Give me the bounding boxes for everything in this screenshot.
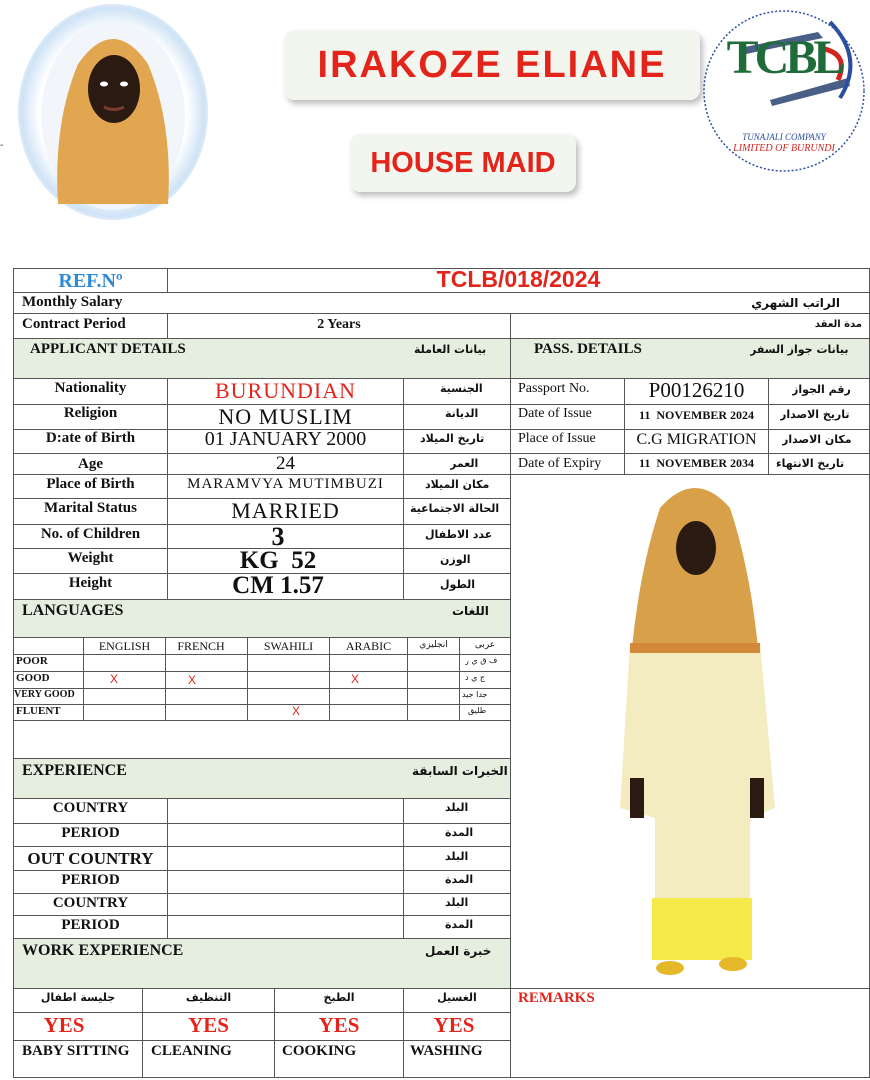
passport-number-ar: رقم الجواز (792, 383, 851, 396)
marital-value: MARRIED (231, 498, 340, 523)
exp-row-out-country-ar: البلد (445, 850, 469, 863)
skill-babysitting-label: BABY SITTING (22, 1043, 130, 1059)
height-ar: الطول (440, 578, 476, 591)
expiry-date-value: 11 NOVEMBER 2034 (638, 456, 754, 470)
applicant-details-title: APPLICANT DETAILS (30, 341, 186, 357)
children-label: No. of Children (40, 526, 141, 542)
lang-row-poor: POOR (16, 655, 48, 667)
marital-ar: الحالة الاجتماعية (410, 502, 500, 515)
applicant-details-title-ar: بيانات العاملة (414, 343, 487, 356)
mark-swahili-fluent: X (291, 704, 300, 718)
dob-value: 01 JANUARY 2000 (204, 428, 367, 450)
skill-cooking-label: COOKING (282, 1043, 357, 1059)
experience-title: EXPERIENCE (22, 762, 127, 779)
lang-row-very-good-ar: جدا جيد (462, 690, 488, 699)
name-banner: IRAKOZE ELIANE (284, 30, 700, 100)
age-ar: العمر (450, 457, 479, 470)
skill-babysitting-ar: جليسة اطفال (40, 991, 116, 1004)
age-value: 24 (276, 453, 295, 474)
passport-number-label: Passport No. (518, 381, 590, 396)
experience-title-ar: الخبرات السابقة (412, 764, 508, 778)
issue-date-value: 11 NOVEMBER 2024 (638, 408, 754, 422)
place-issue-ar: مكان الاصدار (782, 433, 852, 446)
exp-row-country-1: COUNTRY (52, 800, 129, 816)
religion-ar: الديانة (445, 407, 479, 420)
marital-label: Marital Status (44, 500, 137, 516)
company-logo (700, 8, 868, 174)
logo-line-2: LIMITED OF BURUNDI (733, 143, 835, 154)
logo-letters: TCBL (726, 31, 842, 84)
skill-cleaning-label: CLEANING (151, 1043, 232, 1059)
nationality-value: BURUNDIAN (215, 378, 356, 403)
lang-col-swahili: SWAHILI (263, 639, 314, 653)
skill-cooking-value: YES (318, 1013, 360, 1037)
skill-washing-value: YES (433, 1013, 475, 1037)
exp-row-country-2-ar: البلد (445, 896, 469, 909)
issue-date-label: Date of Issue (518, 406, 592, 421)
passport-number-value: P00126210 (648, 378, 745, 402)
lang-col-english-ar: انجليزي (419, 640, 448, 650)
weight-label: Weight (67, 550, 114, 566)
contract-label: Contract Period (22, 316, 126, 332)
exp-row-out-country: OUT COUNTRY (27, 849, 154, 868)
exp-row-country-2: COUNTRY (52, 895, 129, 911)
pob-value: MARAMVYA MUTIMBUZI (187, 476, 384, 492)
age-label: Age (78, 456, 103, 472)
dob-ar: تاريخ الميلاد (420, 432, 485, 445)
exp-row-period-3-ar: المدة (445, 918, 474, 931)
salary-label-ar: الراتب الشهري (751, 296, 840, 310)
children-value: 3 (271, 522, 285, 548)
issue-date-ar: تاريخ الاصدار (780, 408, 850, 421)
languages-title-ar: اللغات (452, 604, 489, 618)
passport-details-title: PASS. DETAILS (534, 341, 642, 357)
salary-label: Monthly Salary (22, 294, 123, 310)
contract-label-ar: مدة العقد (814, 319, 862, 330)
expiry-date-label: Date of Expiry (518, 456, 602, 471)
lang-row-fluent: FLUENT (16, 705, 61, 717)
portrait-photo (18, 4, 208, 220)
skill-cleaning-value: YES (188, 1013, 229, 1037)
lang-col-english: ENGLISH (98, 639, 151, 653)
place-issue-label: Place of Issue (518, 431, 596, 446)
work-experience-title: WORK EXPERIENCE (22, 942, 184, 959)
religion-value: NO MUSLIM (218, 404, 353, 429)
pob-label: Place of Birth (46, 476, 135, 492)
height-value: CM 1.57 (232, 572, 324, 599)
lang-col-arabic-ar: عربى (474, 640, 496, 650)
mark-arabic-good: X (350, 672, 359, 686)
exp-row-period-2-ar: المدة (445, 873, 474, 886)
skill-cooking-ar: الطبخ (323, 991, 355, 1004)
dob-label: D:ate of Birth (45, 430, 136, 446)
religion-label: Religion (63, 405, 118, 421)
mark-english-good: X (109, 672, 118, 686)
exp-row-period-3: PERIOD (61, 917, 120, 933)
logo-line-1: TUNAJALI COMPANY (742, 132, 826, 142)
children-ar: عدد الاطفال (425, 528, 493, 541)
work-experience-title-ar: خبرة العمل (425, 944, 492, 958)
place-issue-value: C.G MIGRATION (636, 431, 757, 448)
lang-row-very-good: VERY GOOD (14, 689, 75, 700)
exp-row-period-1-ar: المدة (445, 826, 474, 839)
weight-ar: الوزن (440, 553, 471, 566)
lang-col-french: FRENCH (177, 639, 225, 653)
skill-washing-ar: الغسيل (437, 991, 477, 1004)
nationality-ar: الجنسية (440, 382, 483, 395)
languages-title: LANGUAGES (22, 602, 124, 619)
contract-value: 2 Years (317, 317, 361, 332)
skill-babysitting-value: YES (43, 1013, 85, 1037)
height-label: Height (68, 575, 113, 591)
full-body-photo (600, 478, 790, 983)
skill-cleaning-ar: التنظيف (185, 991, 232, 1004)
nationality-label: Nationality (54, 380, 127, 396)
expiry-date-ar: تاريخ الانتهاء (776, 457, 845, 470)
pob-ar: مكان الميلاد (425, 478, 490, 491)
lang-row-good-ar: ج ي د (465, 673, 486, 682)
remarks-label: REMARKS (518, 990, 595, 1006)
passport-details-title-ar: بيانات جواز السفر (750, 343, 849, 356)
lang-row-poor-ar: ف ق ي ر (465, 656, 498, 665)
lang-row-fluent-ar: طليق (468, 706, 487, 715)
page-mark: - (0, 140, 4, 151)
exp-row-period-2: PERIOD (61, 872, 120, 888)
lang-col-arabic: ARABIC (345, 639, 392, 653)
weight-value: KG 52 (239, 547, 317, 573)
skill-washing-label: WASHING (410, 1043, 483, 1059)
ref-label: REF.Nº (58, 270, 123, 292)
mark-french-good: X (187, 673, 196, 687)
lang-row-good: GOOD (16, 672, 50, 684)
position-banner: HOUSE MAID (350, 134, 576, 192)
ref-number: TCLB/018/2024 (436, 266, 601, 292)
exp-row-country-1-ar: البلد (445, 801, 469, 814)
exp-row-period-1: PERIOD (61, 825, 120, 841)
